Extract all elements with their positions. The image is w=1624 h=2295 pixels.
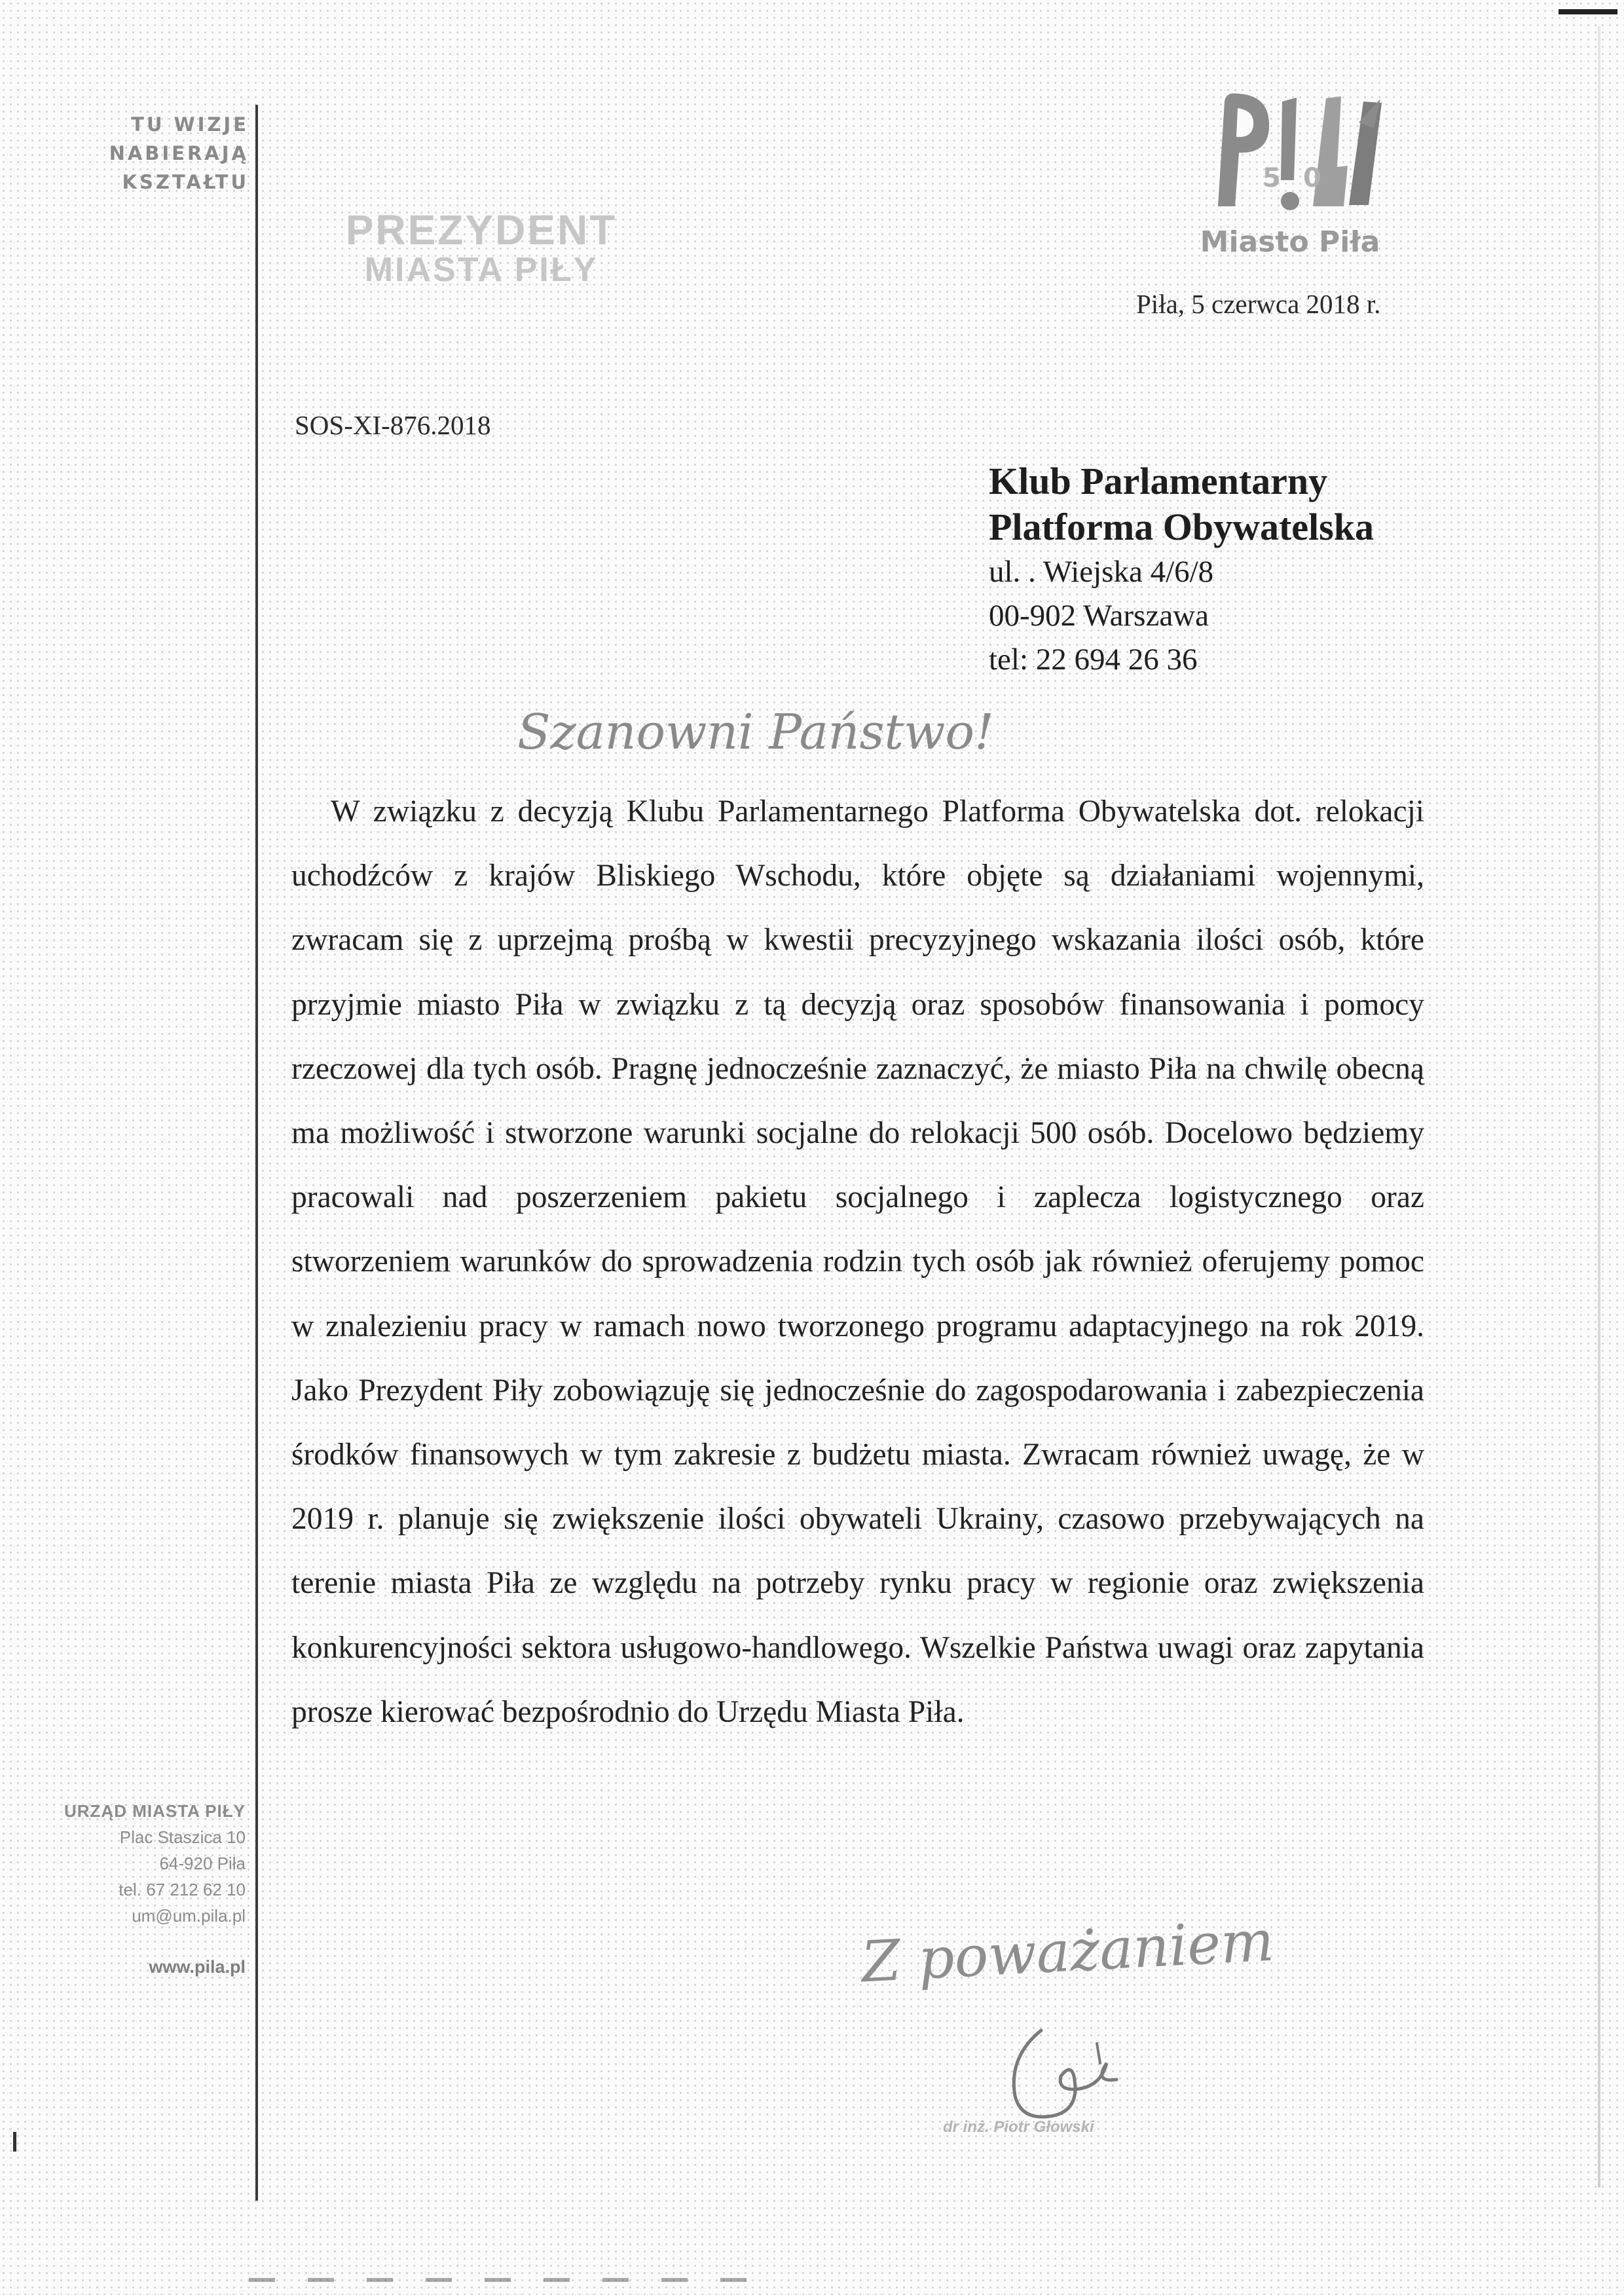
- addressee-block: [989, 458, 1374, 682]
- letter-date: Piła, 5 czerwca 2018 r.: [1136, 289, 1381, 319]
- office-website[interactable]: www.pila.pl: [149, 1957, 246, 1977]
- slogan-line: TU WIZJE: [131, 113, 249, 136]
- svg-text:5: 5: [1263, 163, 1281, 193]
- scan-artifact-bottom: [249, 2278, 773, 2282]
- addressee-street: ul. . Wiejska 4/6/8: [989, 555, 1214, 589]
- svg-text:0: 0: [1303, 163, 1321, 193]
- office-name: URZĄD MIASTA PIŁY: [64, 1801, 246, 1821]
- scan-artifact-edge: [1598, 26, 1600, 2188]
- signer-name: dr inż. Piotr Głowski: [943, 2118, 1094, 2136]
- president-stamp: [331, 208, 632, 288]
- office-footer: [64, 1798, 246, 1980]
- stamp-line: PREZYDENT: [345, 206, 618, 253]
- office-phone: tel. 67 212 62 10: [119, 1880, 246, 1899]
- addressee-city: 00-902 Warszawa: [989, 599, 1209, 633]
- letter-body: [291, 779, 1424, 1744]
- office-postal: 64-920 Piła: [159, 1854, 246, 1873]
- stamp-line: MIASTA PIŁY: [364, 251, 599, 289]
- office-email[interactable]: um@um.pila.pl: [132, 1906, 246, 1926]
- body-paragraph: W związku z decyzją Klubu Parlamentarnego Platforma Obywatelska dot. relokacji uchodźców z krajów Bliskiego Wschodu, które objęte są działaniami wojennymi, zwracam się z uprzejmą prośbą w kwestii precyzyjnego wskazania ilości osób, które przyjmie miasto Piła w związku z tą decyzją oraz sposobów finansowania i pomocy rzeczowej dla tych osób. Pragnę jednocześnie zaznaczyć, że miasto Piła na chwilę obecną ma możliwość i stworzone warunki socjalne do relokacji 500 osób. Docelowo będziemy pracowali nad poszerzeniem pakietu socjalnego i zaplecza logistycznego oraz stworzeniem warunków do sprowadzenia rodzin tych osób jak również oferujemy pomoc w znalezieniu pracy w ramach nowo tworzonego programu adaptacyjnego na rok 2019. Jako Prezydent Piły zobowiązuję się jednocześnie do zagospodarowania i zabezpieczenia środków finansowych w tym zakresie z budżetu miasta. Zwracam również uwagę, że w 2019 r. planuje się zwiększenie ilości obywateli Ukrainy, czasowo przebywających na terenie miasta Piła ze względu na potrzeby rynku pracy w regionie oraz zwiększenia konkurencyjności sektora usługowo-handlowego. Wszelkie Państwa uwagi oraz zapytania prosze kierować bezpośrodnio do Urzędu Miasta Piła.: [291, 794, 1424, 1729]
- city-logo: [1166, 82, 1414, 278]
- letterhead-slogan: [109, 110, 249, 196]
- addressee-name: Klub Parlamentarny: [989, 460, 1328, 502]
- scan-artifact-left: [13, 2132, 16, 2152]
- addressee-name: Platforma Obywatelska: [989, 506, 1374, 548]
- addressee-phone: tel: 22 694 26 36: [989, 643, 1198, 677]
- scan-artifact-top: [1559, 9, 1617, 14]
- letterhead-divider: [255, 105, 258, 2201]
- signature-scribble: [995, 2017, 1153, 2129]
- office-address: Plac Staszica 10: [119, 1827, 246, 1847]
- handwritten-greeting: Szanowni Państwo!: [517, 704, 994, 760]
- slogan-line: KSZTAŁTU: [122, 171, 249, 193]
- handwritten-closing: Z poważaniem: [859, 1908, 1276, 1996]
- logo-caption: Miasto Piła: [1200, 225, 1380, 259]
- pila-logo-icon: [1192, 82, 1388, 223]
- reference-number: SOS-XI-876.2018: [295, 410, 491, 440]
- slogan-line: NABIERAJĄ: [109, 142, 249, 164]
